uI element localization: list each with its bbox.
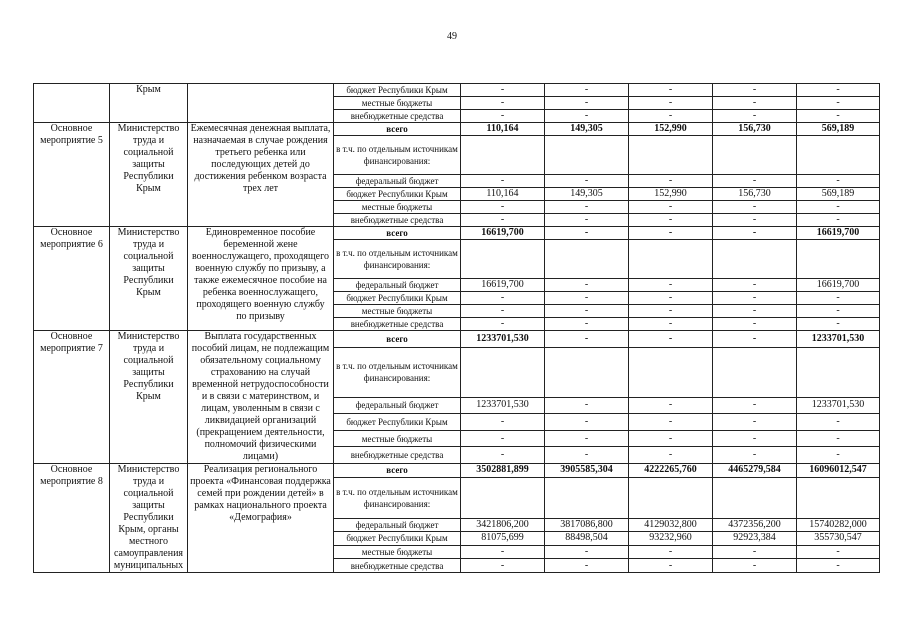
value-cell: 81075,699: [461, 532, 545, 546]
funding-source-cell: в т.ч. по отдельным источникам финансирования:: [334, 347, 461, 397]
funding-source-cell: внебюджетные средства: [334, 559, 461, 573]
value-cell: -: [545, 414, 629, 431]
description-cell: [188, 84, 334, 123]
value-cell: 16619,700: [461, 227, 545, 240]
value-cell: -: [713, 559, 797, 573]
value-cell: -: [629, 227, 713, 240]
executor-cell: Министерство труда и социальной защиты Республики Крым: [110, 227, 188, 331]
funding-source-cell: всего: [334, 227, 461, 240]
value-cell: 1233701,530: [461, 397, 545, 414]
value-cell: -: [629, 175, 713, 188]
funding-source-cell: местные бюджеты: [334, 97, 461, 110]
executor-cell: Министерство труда и социальной защиты Республики Крым, органы местного самоуправления муниципальных: [110, 464, 188, 573]
funding-source-cell: внебюджетные средства: [334, 447, 461, 464]
value-cell: -: [461, 318, 545, 331]
value-cell: -: [461, 97, 545, 110]
value-cell: -: [545, 110, 629, 123]
value-cell: -: [545, 227, 629, 240]
value-cell: -: [629, 110, 713, 123]
funding-source-cell: местные бюджеты: [334, 201, 461, 214]
table-row: [34, 123, 880, 136]
measure-label-cell: Основное мероприятие 5: [34, 123, 110, 227]
value-cell: 16619,700: [797, 279, 880, 292]
value-cell: 3421806,200: [461, 518, 545, 532]
funding-source-cell: внебюджетные средства: [334, 110, 461, 123]
value-cell: -: [545, 305, 629, 318]
value-cell: -: [545, 430, 629, 447]
value-cell: -: [713, 97, 797, 110]
value-cell: -: [797, 430, 880, 447]
value-cell: -: [713, 201, 797, 214]
table-row: [34, 331, 880, 348]
value-cell: -: [545, 175, 629, 188]
value-cell: -: [713, 227, 797, 240]
value-cell: -: [629, 97, 713, 110]
value-cell: 3905585,304: [545, 464, 629, 478]
value-cell: [629, 240, 713, 279]
value-cell: -: [545, 201, 629, 214]
value-cell: -: [629, 292, 713, 305]
funding-source-cell: местные бюджеты: [334, 430, 461, 447]
value-cell: [797, 477, 880, 518]
funding-source-cell: федеральный бюджет: [334, 175, 461, 188]
funding-source-cell: внебюджетные средства: [334, 318, 461, 331]
value-cell: [629, 347, 713, 397]
value-cell: -: [629, 214, 713, 227]
value-cell: -: [461, 175, 545, 188]
value-cell: -: [629, 279, 713, 292]
value-cell: -: [797, 559, 880, 573]
value-cell: [713, 240, 797, 279]
value-cell: -: [629, 201, 713, 214]
value-cell: -: [545, 559, 629, 573]
value-cell: 149,305: [545, 123, 629, 136]
value-cell: -: [461, 559, 545, 573]
value-cell: 1233701,530: [797, 397, 880, 414]
value-cell: 569,189: [797, 188, 880, 201]
value-cell: 152,990: [629, 123, 713, 136]
funding-source-cell: федеральный бюджет: [334, 279, 461, 292]
value-cell: -: [713, 175, 797, 188]
value-cell: -: [797, 97, 880, 110]
value-cell: 92923,384: [713, 532, 797, 546]
value-cell: 110,164: [461, 123, 545, 136]
value-cell: -: [545, 279, 629, 292]
funding-source-cell: в т.ч. по отдельным источникам финансирования:: [334, 477, 461, 518]
value-cell: -: [713, 292, 797, 305]
funding-source-cell: бюджет Республики Крым: [334, 84, 461, 97]
value-cell: 3817086,800: [545, 518, 629, 532]
value-cell: -: [797, 84, 880, 97]
value-cell: -: [713, 305, 797, 318]
value-cell: -: [797, 447, 880, 464]
value-cell: -: [797, 318, 880, 331]
description-cell: Выплата государственных пособий лицам, не подлежащим обязательному социальному страхованию на случай временной нетрудоспособности и в связи с материнством, и лицам, уволенным в связи с ликвидацией организаций (прекращением деятельности, полномочий физическими лицами): [188, 331, 334, 464]
value-cell: 149,305: [545, 188, 629, 201]
funding-source-cell: местные бюджеты: [334, 545, 461, 559]
executor-cell: Крым: [110, 84, 188, 123]
value-cell: -: [629, 305, 713, 318]
value-cell: -: [461, 545, 545, 559]
value-cell: 152,990: [629, 188, 713, 201]
value-cell: [461, 136, 545, 175]
value-cell: 1233701,530: [461, 331, 545, 348]
value-cell: -: [461, 214, 545, 227]
table-row: [34, 84, 880, 97]
description-cell: Реализация регионального проекта «Финансовая поддержка семей при рождении детей» в рамках национального проекта «Демография»: [188, 464, 334, 573]
value-cell: 88498,504: [545, 532, 629, 546]
value-cell: 93232,960: [629, 532, 713, 546]
measure-label-cell: Основное мероприятие 7: [34, 331, 110, 464]
funding-source-cell: бюджет Республики Крым: [334, 414, 461, 431]
value-cell: 355730,547: [797, 532, 880, 546]
value-cell: -: [461, 305, 545, 318]
value-cell: 16096012,547: [797, 464, 880, 478]
executor-cell: Министерство труда и социальной защиты Республики Крым: [110, 123, 188, 227]
value-cell: -: [545, 397, 629, 414]
value-cell: -: [629, 559, 713, 573]
funding-source-cell: внебюджетные средства: [334, 214, 461, 227]
value-cell: 16619,700: [461, 279, 545, 292]
funding-source-cell: федеральный бюджет: [334, 518, 461, 532]
value-cell: 4129032,800: [629, 518, 713, 532]
value-cell: -: [545, 318, 629, 331]
budget-table: [33, 83, 880, 573]
value-cell: [713, 347, 797, 397]
value-cell: -: [461, 201, 545, 214]
value-cell: -: [545, 447, 629, 464]
value-cell: 156,730: [713, 123, 797, 136]
value-cell: -: [797, 292, 880, 305]
value-cell: 3502881,899: [461, 464, 545, 478]
value-cell: [713, 477, 797, 518]
value-cell: -: [713, 331, 797, 348]
value-cell: -: [797, 545, 880, 559]
value-cell: -: [797, 214, 880, 227]
funding-source-cell: федеральный бюджет: [334, 397, 461, 414]
table-row: [34, 227, 880, 240]
value-cell: [629, 477, 713, 518]
value-cell: 156,730: [713, 188, 797, 201]
page-number: 49: [447, 31, 457, 42]
value-cell: [461, 347, 545, 397]
value-cell: -: [713, 397, 797, 414]
value-cell: -: [713, 110, 797, 123]
value-cell: [629, 136, 713, 175]
value-cell: [797, 240, 880, 279]
value-cell: -: [461, 84, 545, 97]
executor-cell: Министерство труда и социальной защиты Республики Крым: [110, 331, 188, 464]
value-cell: [461, 240, 545, 279]
value-cell: [545, 240, 629, 279]
table-row: [34, 464, 880, 478]
funding-source-cell: в т.ч. по отдельным источникам финансирования:: [334, 240, 461, 279]
value-cell: 4222265,760: [629, 464, 713, 478]
value-cell: -: [461, 430, 545, 447]
value-cell: [461, 477, 545, 518]
value-cell: -: [713, 214, 797, 227]
funding-source-cell: бюджет Республики Крым: [334, 292, 461, 305]
value-cell: -: [545, 331, 629, 348]
value-cell: -: [713, 84, 797, 97]
value-cell: 4372356,200: [713, 518, 797, 532]
value-cell: -: [545, 84, 629, 97]
funding-source-cell: бюджет Республики Крым: [334, 188, 461, 201]
measure-label-cell: [34, 84, 110, 123]
value-cell: -: [797, 175, 880, 188]
value-cell: -: [545, 214, 629, 227]
funding-source-cell: всего: [334, 464, 461, 478]
value-cell: 16619,700: [797, 227, 880, 240]
description-cell: Ежемесячная денежная выплата, назначаемая в случае рождения третьего ребенка или последующих детей до достижения ребенком возраста трех лет: [188, 123, 334, 227]
description-cell: Единовременное пособие беременной жене военнослужащего, проходящего военную службу по призыву, а также ежемесячное пособие на ребенка военнослужащего, проходящего военную службу по призыву: [188, 227, 334, 331]
value-cell: -: [629, 84, 713, 97]
value-cell: -: [713, 447, 797, 464]
value-cell: 15740282,000: [797, 518, 880, 532]
value-cell: -: [461, 292, 545, 305]
value-cell: [545, 477, 629, 518]
value-cell: [797, 347, 880, 397]
value-cell: 1233701,530: [797, 331, 880, 348]
value-cell: [797, 136, 880, 175]
funding-source-cell: всего: [334, 123, 461, 136]
value-cell: 110,164: [461, 188, 545, 201]
value-cell: -: [545, 97, 629, 110]
value-cell: -: [797, 414, 880, 431]
value-cell: -: [461, 110, 545, 123]
measure-label-cell: Основное мероприятие 6: [34, 227, 110, 331]
value-cell: -: [713, 318, 797, 331]
value-cell: -: [797, 110, 880, 123]
value-cell: -: [629, 414, 713, 431]
value-cell: -: [629, 430, 713, 447]
value-cell: -: [629, 545, 713, 559]
value-cell: -: [629, 318, 713, 331]
value-cell: -: [713, 279, 797, 292]
value-cell: -: [797, 305, 880, 318]
value-cell: -: [713, 414, 797, 431]
funding-source-cell: всего: [334, 331, 461, 348]
value-cell: -: [545, 545, 629, 559]
value-cell: -: [629, 397, 713, 414]
value-cell: 4465279,584: [713, 464, 797, 478]
funding-source-cell: местные бюджеты: [334, 305, 461, 318]
value-cell: -: [629, 447, 713, 464]
value-cell: -: [461, 447, 545, 464]
funding-source-cell: в т.ч. по отдельным источникам финансирования:: [334, 136, 461, 175]
value-cell: -: [545, 292, 629, 305]
funding-source-cell: бюджет Республики Крым: [334, 532, 461, 546]
value-cell: -: [797, 201, 880, 214]
value-cell: -: [713, 430, 797, 447]
value-cell: -: [461, 414, 545, 431]
value-cell: [545, 136, 629, 175]
measure-label-cell: Основное мероприятие 8: [34, 464, 110, 573]
value-cell: -: [629, 331, 713, 348]
value-cell: [545, 347, 629, 397]
value-cell: -: [713, 545, 797, 559]
value-cell: 569,189: [797, 123, 880, 136]
value-cell: [713, 136, 797, 175]
